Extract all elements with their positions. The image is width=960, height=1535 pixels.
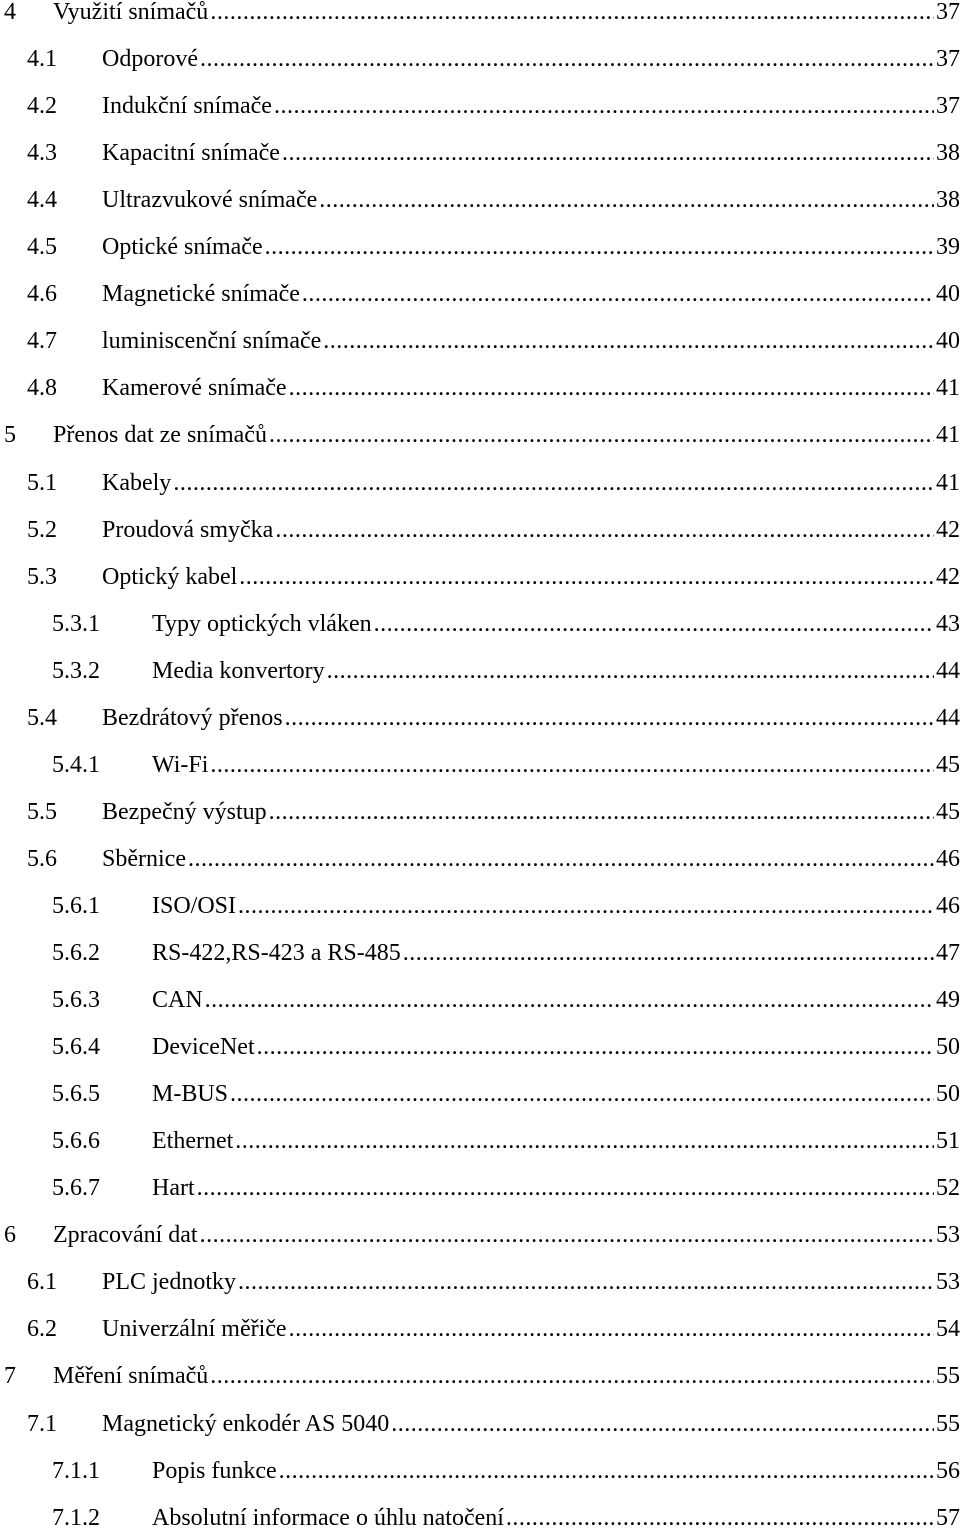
toc-entry-number: 4.5 [27, 234, 57, 261]
toc-entry-number: 5.3 [27, 563, 57, 590]
toc-entry-title: Wi-Fi [152, 748, 208, 782]
toc-dot-leader [238, 889, 934, 923]
toc-entry-title: Popis funkce [152, 1454, 277, 1488]
toc-entry-page: 55 [936, 1410, 960, 1437]
toc-entry[interactable] [0, 1501, 960, 1535]
toc-entry[interactable] [0, 701, 960, 735]
toc-dot-leader [327, 654, 934, 688]
toc-entry-line [102, 324, 960, 358]
toc-entry-title: Odporové [102, 42, 198, 76]
toc-entry-title: Hart [152, 1171, 195, 1205]
toc-entry-title: M-BUS [152, 1077, 228, 1111]
toc-entry-page: 40 [936, 281, 960, 308]
toc-entry-page: 38 [936, 140, 960, 167]
toc-entry-line [102, 1265, 960, 1299]
toc-entry-page: 38 [936, 187, 960, 214]
toc-entry-number: 5.6.1 [52, 892, 100, 919]
toc-dot-leader [239, 560, 934, 594]
toc-entry[interactable] [0, 0, 960, 29]
toc-entry-number: 5.4 [27, 704, 57, 731]
toc-entry-number: 4.6 [27, 281, 57, 308]
toc-entry-page: 50 [936, 1034, 960, 1061]
toc-entry-line [53, 418, 960, 452]
toc-entry-page: 37 [936, 0, 960, 25]
toc-dot-leader [238, 1265, 934, 1299]
toc-entry-title: Bezdrátový přenos [102, 701, 283, 735]
toc-entry-number: 6 [4, 1222, 16, 1249]
toc-entry[interactable] [0, 89, 960, 123]
toc-entry-page: 44 [936, 704, 960, 731]
toc-entry-page: 44 [936, 657, 960, 684]
toc-dot-leader [188, 842, 934, 876]
toc-dot-leader [173, 466, 934, 500]
toc-dot-leader [230, 1077, 934, 1111]
toc-entry-page: 43 [936, 610, 960, 637]
toc-dot-leader [205, 983, 934, 1017]
toc-entry-line [152, 1171, 960, 1205]
toc-entry-title: Univerzální měřiče [102, 1312, 287, 1346]
toc-entry-number: 5.6.4 [52, 1034, 100, 1061]
toc-dot-leader [269, 418, 934, 452]
toc-dot-leader [282, 136, 934, 170]
toc-entry-title: Sběrnice [102, 842, 186, 876]
toc-entry-page: 46 [936, 892, 960, 919]
toc-entry-title: Ethernet [152, 1124, 233, 1158]
toc-entry[interactable] [0, 1124, 960, 1158]
toc-entry-number: 5.6.2 [52, 940, 100, 966]
toc-entry[interactable] [0, 936, 960, 970]
toc-dot-leader [289, 1312, 934, 1346]
toc-entry-number: 4.2 [27, 93, 57, 120]
toc-entry-number: 5.3.1 [52, 610, 100, 637]
toc-entry-page: 57 [936, 1504, 960, 1531]
toc-entry[interactable] [0, 1312, 960, 1346]
toc-entry-line [152, 1501, 960, 1535]
toc-entry-title: RS-422,RS-423 a RS-485 [152, 936, 401, 970]
toc-entry-number: 4.8 [27, 375, 57, 402]
toc-dot-leader [265, 230, 934, 264]
toc-entry[interactable] [0, 607, 960, 641]
toc-dot-leader [275, 513, 934, 547]
toc-entry-page: 37 [936, 93, 960, 120]
toc-dot-leader [200, 42, 934, 76]
toc-entry-title: ISO/OSI [152, 889, 236, 923]
toc-dot-leader [274, 89, 934, 123]
toc-entry-number: 5.3.2 [52, 657, 100, 684]
toc-entry-line [152, 983, 960, 1017]
toc-entry-page: 45 [936, 751, 960, 778]
toc-dot-leader [289, 371, 934, 405]
toc-entry-line [102, 701, 960, 735]
toc-dot-leader [374, 607, 934, 641]
toc-dot-leader [257, 1030, 934, 1064]
toc-entry[interactable] [0, 1030, 960, 1064]
toc-entry[interactable] [0, 324, 960, 358]
toc-entry-title: Zpracování dat [53, 1218, 198, 1252]
toc-entry-number: 5.6.5 [52, 1081, 100, 1108]
toc-entry-line [102, 371, 960, 405]
toc-entry-number: 5.6.6 [52, 1128, 100, 1155]
toc-entry-number: 7.1 [27, 1410, 57, 1437]
toc-entry[interactable] [0, 136, 960, 170]
toc-entry-page: 53 [936, 1269, 960, 1296]
toc-entry-page: 50 [936, 1081, 960, 1108]
toc-entry[interactable] [0, 1218, 960, 1252]
toc-entry-number: 5.5 [27, 798, 57, 825]
toc-entry[interactable] [0, 371, 960, 405]
toc-entry-page: 41 [936, 422, 960, 449]
toc-entry[interactable] [0, 983, 960, 1017]
toc-entry-page: 46 [936, 845, 960, 872]
toc-entry[interactable] [0, 1265, 960, 1299]
toc-entry-title: PLC jednotky [102, 1265, 236, 1299]
toc-entry[interactable] [0, 842, 960, 876]
toc-entry-number: 4.3 [27, 140, 57, 167]
toc-entry-page: 51 [936, 1128, 960, 1155]
toc-dot-leader [506, 1501, 934, 1535]
toc-entry-page: 54 [936, 1316, 960, 1343]
toc-entry[interactable] [0, 1077, 960, 1111]
toc-entry[interactable] [0, 42, 960, 76]
toc-entry-title: Optické snímače [102, 230, 263, 264]
toc-dot-leader [279, 1454, 934, 1488]
toc-entry[interactable] [0, 466, 960, 500]
toc-entry-title: Bezpečný výstup [102, 795, 267, 829]
toc-entry[interactable] [0, 418, 960, 452]
toc-entry-line [53, 0, 960, 29]
toc-entry-page: 40 [936, 328, 960, 355]
toc-entry[interactable] [0, 1359, 960, 1393]
toc-entry-number: 7.1.2 [52, 1504, 100, 1531]
toc-entry-page: 41 [936, 469, 960, 496]
toc-entry-line [102, 42, 960, 76]
toc-dot-leader [323, 324, 934, 358]
toc-entry-title: Typy optických vláken [152, 607, 372, 641]
toc-entry-number: 5.6.3 [52, 987, 100, 1014]
toc-entry-line [53, 1359, 960, 1393]
toc-entry-title: Měření snímačů [53, 1359, 208, 1393]
toc-entry-number: 5.4.1 [52, 751, 100, 778]
toc-entry-line [102, 277, 960, 311]
toc-entry[interactable] [0, 795, 960, 829]
toc-entry-number: 5.6.7 [52, 1175, 100, 1202]
toc-entry-number: 4.7 [27, 328, 57, 355]
toc-entry-line [102, 466, 960, 500]
toc-entry-line [102, 230, 960, 264]
toc-entry-line [152, 1454, 960, 1488]
toc-entry-page: 55 [936, 1363, 960, 1390]
toc-entry-title: Optický kabel [102, 560, 237, 594]
toc-entry-page: 49 [936, 987, 960, 1014]
toc-entry-title: Magnetický enkodér AS 5040 [102, 1407, 389, 1441]
toc-entry[interactable] [0, 1407, 960, 1441]
toc-entry-number: 4 [4, 0, 16, 25]
toc-entry[interactable] [0, 889, 960, 923]
toc-entry-line [102, 136, 960, 170]
toc-entry-number: 4.1 [27, 46, 57, 73]
toc-entry-title: Indukční snímače [102, 89, 272, 123]
toc-entry-number: 5.2 [27, 516, 57, 543]
toc-dot-leader [302, 277, 934, 311]
toc-entry-number: 6.1 [27, 1269, 57, 1296]
toc-entry-page: 52 [936, 1175, 960, 1202]
toc-entry-line [102, 842, 960, 876]
toc-dot-leader [210, 1359, 934, 1393]
toc-entry-title: Magnetické snímače [102, 277, 300, 311]
toc-entry-title: Media konvertory [152, 654, 325, 688]
toc-entry-page: 42 [936, 516, 960, 543]
toc-entry-line [152, 889, 960, 923]
toc-entry-line [102, 1312, 960, 1346]
toc-entry-page: 39 [936, 234, 960, 261]
toc-entry-page: 37 [936, 46, 960, 73]
toc-dot-leader [269, 795, 934, 829]
toc-entry-number: 7 [4, 1363, 16, 1390]
toc-entry-line [152, 607, 960, 641]
toc-entry-line [102, 513, 960, 547]
toc-dot-leader [285, 701, 934, 735]
toc-entry-line [152, 748, 960, 782]
toc-entry-page: 53 [936, 1222, 960, 1249]
toc-entry-number: 6.2 [27, 1316, 57, 1343]
toc-entry-number: 7.1.1 [52, 1457, 100, 1484]
toc-dot-leader [391, 1407, 934, 1441]
toc-dot-leader [319, 183, 934, 217]
toc-entry-line [102, 1407, 960, 1441]
toc-entry-line [102, 795, 960, 829]
toc-dot-leader [403, 936, 934, 970]
toc-entry[interactable] [0, 1454, 960, 1488]
toc-entry-line [152, 654, 960, 688]
toc-entry-number: 5.6 [27, 845, 57, 872]
toc-dot-leader [210, 748, 934, 782]
toc-entry-line [102, 560, 960, 594]
toc-dot-leader [210, 0, 934, 29]
toc-entry[interactable] [0, 513, 960, 547]
toc-entry-title: Kamerové snímače [102, 371, 287, 405]
toc-entry-number: 5.1 [27, 469, 57, 496]
toc-entry-page: 42 [936, 563, 960, 590]
toc-entry-page: 41 [936, 375, 960, 402]
toc-entry-number: 5 [4, 422, 16, 449]
toc-entry-title: Proudová smyčka [102, 513, 273, 547]
toc-entry-line [53, 1218, 960, 1252]
toc-entry-title: luminiscenční snímače [102, 324, 321, 358]
toc-entry-page: 45 [936, 798, 960, 825]
toc-entry-title: Kabely [102, 466, 171, 500]
toc-entry[interactable] [0, 560, 960, 594]
toc-dot-leader [200, 1218, 934, 1252]
toc-entry-line [102, 89, 960, 123]
toc-entry-page: 56 [936, 1457, 960, 1484]
toc-entry-title: Přenos dat ze snímačů [53, 418, 267, 452]
toc-entry-line [152, 1030, 960, 1064]
toc-entry[interactable] [0, 230, 960, 264]
toc-entry-title: CAN [152, 983, 203, 1017]
toc-entry-page: 47 [936, 940, 960, 966]
toc-entry-line [152, 936, 960, 970]
toc-entry[interactable] [0, 183, 960, 217]
toc-entry-number: 4.4 [27, 187, 57, 214]
toc-entry[interactable] [0, 1171, 960, 1205]
toc-entry-title: Kapacitní snímače [102, 136, 280, 170]
toc-entry-title: Využití snímačů [53, 0, 208, 29]
toc-dot-leader [197, 1171, 934, 1205]
toc-entry-line [102, 183, 960, 217]
toc-entry-title: Absolutní informace o úhlu natočení [152, 1501, 504, 1535]
toc-entry-line [152, 1077, 960, 1111]
toc-entry-line [152, 1124, 960, 1158]
toc-entry-title: Ultrazvukové snímače [102, 183, 317, 217]
toc-entry[interactable] [0, 277, 960, 311]
toc-entry[interactable] [0, 654, 960, 688]
toc-entry[interactable] [0, 748, 960, 782]
toc-dot-leader [235, 1124, 934, 1158]
toc-entry-title: DeviceNet [152, 1030, 255, 1064]
